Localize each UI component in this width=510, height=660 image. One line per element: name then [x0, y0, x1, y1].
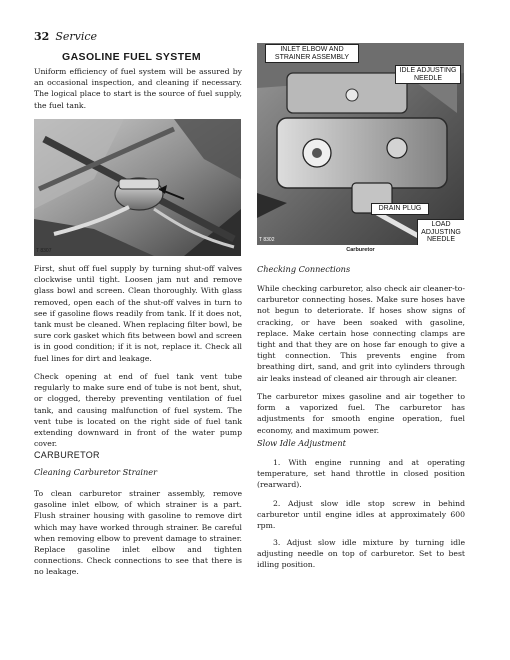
connections-paragraph: While checking carburetor, also check air cleaner-to-carburetor connecting hoses. Make sure hoses have not begun to deteriorate. If hoses show signs of cracking, or have been soaked with gasoline, replace. Make certain hose connecting clamps are tight and that they are on hose far enough to give a tight connection. This prevents engine from breathing dirt, sand, and grit into cylinders through air leaks instead of cleaned air through air cleaner.	[257, 284, 465, 383]
fuel-shutoff-photo	[34, 119, 241, 256]
idle-step-3: 3. Adjust slow idle mixture by turning idle adjusting needle on top of carburetor. Set to best idling position.	[257, 538, 465, 570]
figure-id-fuel: T 8307	[36, 248, 52, 254]
shutoff-paragraph: First, shut off fuel supply by turning shut-off valves clockwise until tight. Loosen jam nut and remove glass bowl and screen. Clean thoroughly. With glass removed, open each of the shut-off valves in turn to see if gasoline flows readily from tank. If it does not, tank must be cleaned. When replacing filter bowl, be sure cork gasket which fits between bowl and screen is in good condition; if it is not, replace it. Check all fuel lines for dirt and leakage.	[34, 264, 242, 363]
figure-id-carburetor: T 8302	[259, 237, 275, 243]
carburetor-mix-paragraph: The carburetor mixes gasoline and air together to form a vaporized fuel. The carburetor has adjustments for smooth engine operation, fuel economy, and maximum power.	[257, 392, 465, 435]
callout-inlet-elbow: INLET ELBOW AND STRAINER ASSEMBLY	[265, 44, 359, 63]
running-section-title: Service	[55, 30, 98, 43]
page-header	[34, 30, 97, 43]
carburetor-photo	[257, 43, 464, 245]
vent-tube-paragraph: Check opening at end of fuel tank vent tube regularly to make sure end of tube is not bent, shut, or clogged, thereby preventing ventilation of fuel tank, and causing malfunction of fuel system. The vent tube is located on the right side of fuel tank extending downward in front of the water pump cover.	[34, 372, 242, 449]
subhead-cleaning-strainer: Cleaning Carburetor Strainer	[34, 467, 158, 477]
figure-caption-carburetor: Carburetor	[346, 247, 375, 253]
strainer-paragraph: To clean carburetor strainer assembly, remove gasoline inlet elbow, of which strainer is a part. Flush strainer housing with gasoline to remove dirt which may have worked through strainer. Be careful when removing elbow to prevent damage to strainer. Replace gasoline inlet elbow and tighten connections. Check connections to see that there is no leakage.	[34, 489, 242, 577]
page-number: 32	[34, 30, 50, 43]
idle-step-2: 2. Adjust slow idle stop screw in behind carburetor until engine idles at approximately 600 rpm.	[257, 499, 465, 531]
idle-step-1: 1. With engine running and at operating temperature, set hand throttle in closed position (rearward).	[257, 458, 465, 490]
section-title-carburetor: CARBURETOR	[34, 450, 100, 460]
section-title-fuel-system: GASOLINE FUEL SYSTEM	[62, 51, 202, 63]
callout-drain-plug: DRAIN PLUG	[371, 203, 429, 215]
callout-idle-needle: IDLE ADJUSTING NEEDLE	[395, 65, 461, 84]
subhead-checking-connections: Checking Connections	[257, 264, 351, 274]
intro-paragraph: Uniform efficiency of fuel system will be assured by an occasional inspection, and cleaning if necessary. The logical place to start is the source of fuel supply, the fuel tank.	[34, 67, 242, 110]
fuel-shutoff-photo-art	[34, 119, 241, 256]
subhead-slow-idle: Slow Idle Adjustment	[257, 438, 346, 448]
callout-load-needle: LOAD ADJUSTING NEEDLE	[417, 219, 464, 245]
